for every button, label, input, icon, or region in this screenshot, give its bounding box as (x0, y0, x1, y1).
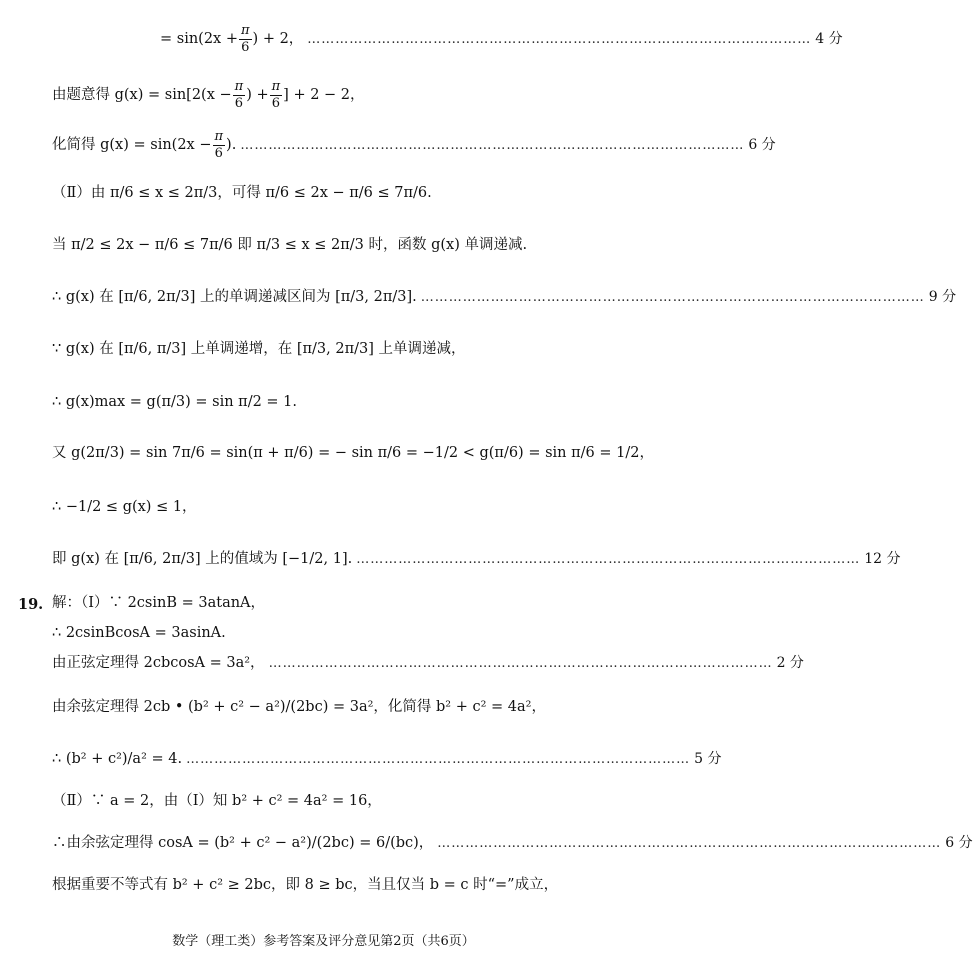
line-7 (52, 342, 611, 357)
line-19 (52, 878, 611, 893)
fraction (239, 24, 252, 54)
score: 5 分 (694, 751, 722, 768)
fraction (233, 80, 246, 110)
line-2 (52, 80, 611, 110)
line-17 (52, 794, 611, 809)
question-number: 19. (18, 596, 44, 613)
line-5 (52, 238, 611, 253)
line-14 (52, 655, 804, 672)
line-10 (52, 500, 611, 515)
denominator: 6 (271, 95, 281, 111)
numerator: π (234, 79, 244, 94)
line-12 (52, 596, 611, 611)
line-1 (160, 23, 843, 55)
line-9 (52, 445, 654, 461)
line-text: （Ⅱ）∵ a = 2，由（Ⅰ）知 b² + c² = 4a² = 16， (52, 793, 382, 809)
leader-dots: ……………………………………………………………………………………………… (240, 137, 745, 153)
line-text: ∴由余弦定理得 cosA = (b² + c² − a²)/(2bc) = 6/(bc)， (52, 835, 434, 851)
leader-dots: ……………………………………………………………………………………………… (307, 31, 812, 47)
leader-dots: ……………………………………………………………………………………………… (420, 289, 925, 305)
text: ] + 2 − 2， (283, 86, 365, 103)
text: ) + 2， (252, 30, 304, 47)
line-11 (52, 551, 901, 568)
line-text: 当 π/2 ≤ 2x − π/6 ≤ 7π/6 即 π/3 ≤ x ≤ 2π/3 时，函数 g(x) 单调递减. (52, 237, 528, 253)
score: 12 分 (864, 551, 901, 568)
numerator: π (271, 79, 281, 94)
line-text: ∴ (b² + c²)/a² = 4. (52, 751, 183, 767)
text: = sin(2x + (160, 30, 238, 47)
line-18 (52, 835, 973, 852)
score: 4 分 (815, 31, 843, 48)
expr-3 (52, 130, 236, 160)
score: 9 分 (928, 289, 957, 306)
score: 6 分 (748, 137, 776, 154)
line-text: ∴ g(x) 在 [π/6, 2π/3] 上的单调递减区间为 [π/3, 2π/3]. (52, 289, 417, 305)
line-text: 根据重要不等式有 b² + c² ≥ 2bc，即 8 ≥ bc，当且仅当 b = c 时“=”成立， (52, 877, 559, 893)
line-4 (52, 186, 611, 201)
numerator: π (241, 23, 250, 38)
line-3 (52, 129, 776, 161)
score: 6 分 (945, 835, 973, 852)
expr-2 (52, 80, 365, 110)
line-text: 由正弦定理得 2cbcosA = 3a²， (52, 655, 265, 671)
leader-dots: ……………………………………………………………………………………………… (437, 835, 942, 851)
line-text: 即 g(x) 在 [π/6, 2π/3] 上的值域为 [−1/2, 1]. (52, 551, 353, 567)
fraction (270, 80, 283, 110)
line-text: （Ⅱ）由 π/6 ≤ x ≤ 2π/3，可得 π/6 ≤ 2x − π/6 ≤ 7π/6. (52, 185, 432, 201)
line-text: ∴ −1/2 ≤ g(x) ≤ 1， (52, 499, 197, 515)
line-6 (52, 289, 957, 306)
fraction (213, 130, 226, 160)
line-text: 解：（Ⅰ）∵ 2csinB = 3atanA， (52, 595, 266, 611)
line-16 (52, 751, 722, 768)
text: ). (226, 136, 237, 153)
text: ) + (246, 86, 269, 103)
line-text: 又 g(2π/3) = sin 7π/6 = sin(π + π/6) = − sin π/6 = −1/2 < g(π/6) = sin π/6 = 1/2， (52, 445, 654, 461)
line-text: ∴ g(x)max = g(π/3) = sin π/2 = 1. (52, 394, 298, 410)
numerator: π (214, 129, 224, 144)
line-text: ∵ g(x) 在 [π/6, π/3] 上单调递增，在 [π/3, 2π/3] 上单调递减， (52, 341, 466, 357)
leader-dots: ……………………………………………………………………………………………… (356, 551, 861, 567)
line-8 (52, 395, 611, 410)
leader-dots: ……………………………………………………………………………………………… (186, 751, 691, 767)
text: 由题意得 g(x) = sin[2(x − (52, 86, 232, 103)
leader-dots: ……………………………………………………………………………………………… (268, 655, 773, 671)
score: 2 分 (776, 655, 804, 672)
expr-1 (160, 24, 303, 54)
page-footer: 数学（理工类）参考答案及评分意见第2页（共6页） (172, 934, 475, 949)
text: 化简得 g(x) = sin(2x − (52, 136, 212, 153)
denominator: 6 (241, 39, 250, 55)
line-13 (52, 626, 611, 641)
line-text: ∴ 2csinBcosA = 3asinA. (52, 625, 226, 641)
denominator: 6 (214, 145, 223, 161)
line-text: 由余弦定理得 2cb • (b² + c² − a²)/(2bc) = 3a²，化简得 b² + c² = 4a²， (52, 699, 546, 715)
line-15 (52, 700, 611, 715)
denominator: 6 (234, 95, 244, 111)
